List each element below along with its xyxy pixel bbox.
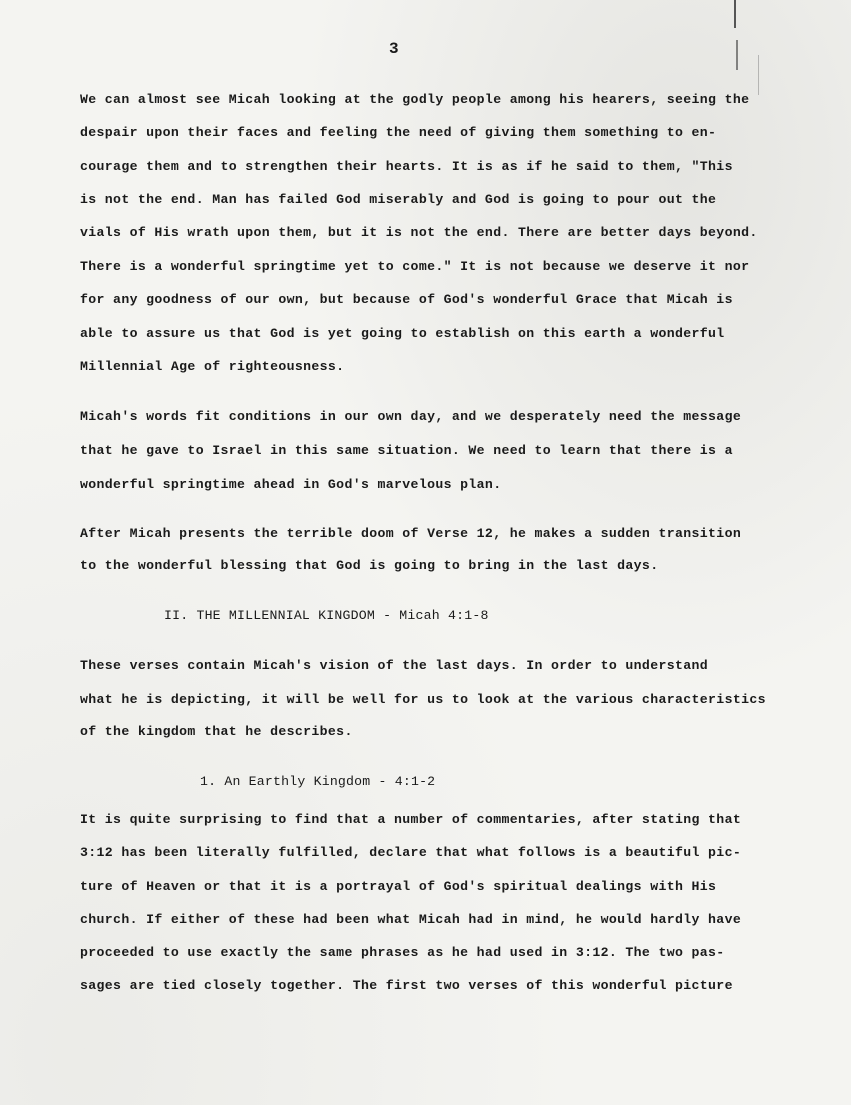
page-number: 3 [389, 40, 399, 58]
paragraph-line: for any goodness of our own, but because of God's wonderful Grace that Micah is [80, 292, 733, 307]
paragraph-line: We can almost see Micah looking at the godly people among his hearers, seeing the [80, 92, 750, 107]
page-crease-mark [758, 55, 759, 95]
paragraph-line: wonderful springtime ahead in God's marvelous plan. [80, 477, 502, 492]
paragraph-line: what he is depicting, it will be well for us to look at the various characteristics [80, 692, 766, 707]
subsection-heading: 1. An Earthly Kingdom - 4:1-2 [200, 774, 436, 789]
paragraph-line: to the wonderful blessing that God is going to bring in the last days. [80, 558, 659, 573]
paragraph-line: There is a wonderful springtime yet to come." It is not because we deserve it nor [80, 259, 750, 274]
paragraph-line: Millennial Age of righteousness. [80, 359, 345, 374]
paragraph-line: Micah's words fit conditions in our own day, and we desperately need the message [80, 409, 742, 424]
paragraph-line: It is quite surprising to find that a number of commentaries, after stating that [80, 812, 742, 827]
page-crease-mark [734, 0, 736, 28]
page-crease-mark [736, 40, 738, 70]
paragraph-line: despair upon their faces and feeling the need of giving them something to en- [80, 125, 717, 140]
paragraph-line: able to assure us that God is yet going to establish on this earth a wonderful [80, 326, 725, 341]
paragraph-line: proceeded to use exactly the same phrases as he had used in 3:12. The two pas- [80, 945, 725, 960]
section-heading: II. THE MILLENNIAL KINGDOM - Micah 4:1-8 [164, 608, 489, 623]
paragraph-line: sages are tied closely together. The first two verses of this wonderful picture [80, 978, 733, 993]
paragraph-line: vials of His wrath upon them, but it is not the end. There are better days beyond. [80, 225, 758, 240]
paragraph-line: After Micah presents the terrible doom of Verse 12, he makes a sudden transition [80, 526, 742, 541]
paragraph-line: of the kingdom that he describes. [80, 724, 353, 739]
paragraph-line: church. If either of these had been what Micah had in mind, he would hardly have [80, 912, 742, 927]
paragraph-line: These verses contain Micah's vision of the last days. In order to understand [80, 658, 709, 673]
paragraph-line: is not the end. Man has failed God miserably and God is going to pour out the [80, 192, 717, 207]
paragraph-line: ture of Heaven or that it is a portrayal of God's spiritual dealings with His [80, 879, 717, 894]
paragraph-line: courage them and to strengthen their hearts. It is as if he said to them, "This [80, 159, 733, 174]
paragraph-line: 3:12 has been literally fulfilled, declare that what follows is a beautiful pic- [80, 845, 742, 860]
paragraph-line: that he gave to Israel in this same situation. We need to learn that there is a [80, 443, 733, 458]
